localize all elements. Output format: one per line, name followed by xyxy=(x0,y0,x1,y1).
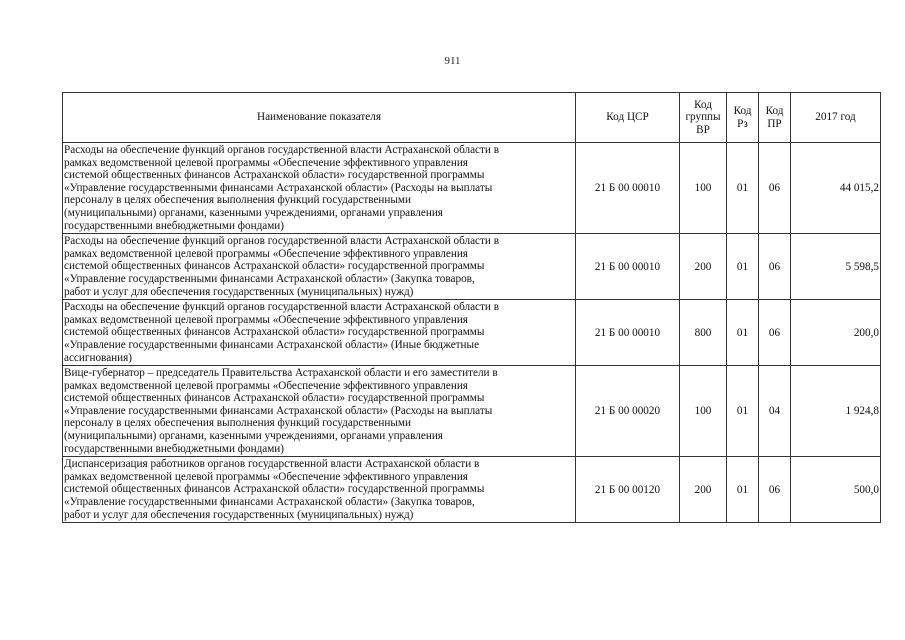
header-csr: Код ЦСР xyxy=(576,93,680,143)
row-pr: 06 xyxy=(759,300,791,366)
table-header-row xyxy=(63,93,881,143)
row-csr: 21 Б 00 00010 xyxy=(576,143,680,234)
row-amount: 5 598,5 xyxy=(791,234,881,300)
row-csr: 21 Б 00 00010 xyxy=(576,234,680,300)
row-vr: 800 xyxy=(680,300,727,366)
row-vr: 100 xyxy=(680,366,727,457)
header-year: 2017 год xyxy=(791,93,881,143)
row-pr: 06 xyxy=(759,457,791,523)
header-pr: Код ПР xyxy=(759,93,791,143)
row-rz: 01 xyxy=(727,234,759,300)
row-amount: 44 015,2 xyxy=(791,143,881,234)
row-name: Расходы на обеспечение функций органов государственной власти Астраханской области в рамках ведомственной целевой программы «Обеспечение эффективного управления системой общественных финансов Астраханской области» государственной программы «Управление государственными финансами Астраханской области» (Иные бюджетные ассигнования) xyxy=(63,300,576,366)
row-rz: 01 xyxy=(727,143,759,234)
row-vr: 100 xyxy=(680,143,727,234)
row-rz: 01 xyxy=(727,457,759,523)
header-name: Наименование показателя xyxy=(63,93,576,143)
row-amount: 200,0 xyxy=(791,300,881,366)
table-row xyxy=(63,234,881,300)
row-name: Расходы на обеспечение функций органов государственной власти Астраханской области в рамках ведомственной целевой программы «Обеспечение эффективного управления системой общественных финансов Астраханской области» государственной программы «Управление государственными финансами Астраханской области» (Закупка товаров, работ и услуг для обеспечения государственных (муниципальных) нужд) xyxy=(63,234,576,300)
header-vr: Код группы ВР xyxy=(680,93,727,143)
row-pr: 04 xyxy=(759,366,791,457)
row-vr: 200 xyxy=(680,457,727,523)
row-amount: 500,0 xyxy=(791,457,881,523)
table-row xyxy=(63,300,881,366)
row-name: Расходы на обеспечение функций органов государственной власти Астраханской области в рамках ведомственной целевой программы «Обеспечение эффективного управления системой общественных финансов Астраханской области» государственной программы «Управление государственными финансами Астраханской области» (Расходы на выплаты персоналу в целях обеспечения выполнения функций государственными (муниципальными) органами, казенными учреждениями, органами управления государственными внебюджетными фондами) xyxy=(63,143,576,234)
page-number: 911 xyxy=(444,55,461,67)
row-rz: 01 xyxy=(727,300,759,366)
row-csr: 21 Б 00 00010 xyxy=(576,300,680,366)
row-pr: 06 xyxy=(759,143,791,234)
table-row xyxy=(63,366,881,457)
row-vr: 200 xyxy=(680,234,727,300)
row-csr: 21 Б 00 00120 xyxy=(576,457,680,523)
row-name: Вице-губернатор – председатель Правительства Астраханской области и его заместители в рамках ведомственной целевой программы «Обеспечение эффективного управления системой общественных финансов Астраханской области» государственной программы «Управление государственными финансами Астраханской области» (Расходы на выплаты персоналу в целях обеспечения выполнения функций государственными (муниципальными) органами, казенными учреждениями, органами управления государственными внебюджетными фондами) xyxy=(63,366,576,457)
table-row xyxy=(63,143,881,234)
table-row xyxy=(63,457,881,523)
row-csr: 21 Б 00 00020 xyxy=(576,366,680,457)
header-rz: Код Рз xyxy=(727,93,759,143)
row-name: Диспансеризация работников органов государственной власти Астраханской области в рамках ведомственной целевой программы «Обеспечение эффективного управления системой общественных финансов Астраханской области» государственной программы «Управление государственными финансами Астраханской области» (Закупка товаров, работ и услуг для обеспечения государственных (муниципальных) нужд) xyxy=(63,457,576,523)
row-amount: 1 924,8 xyxy=(791,366,881,457)
budget-table xyxy=(62,92,881,523)
row-rz: 01 xyxy=(727,366,759,457)
row-pr: 06 xyxy=(759,234,791,300)
